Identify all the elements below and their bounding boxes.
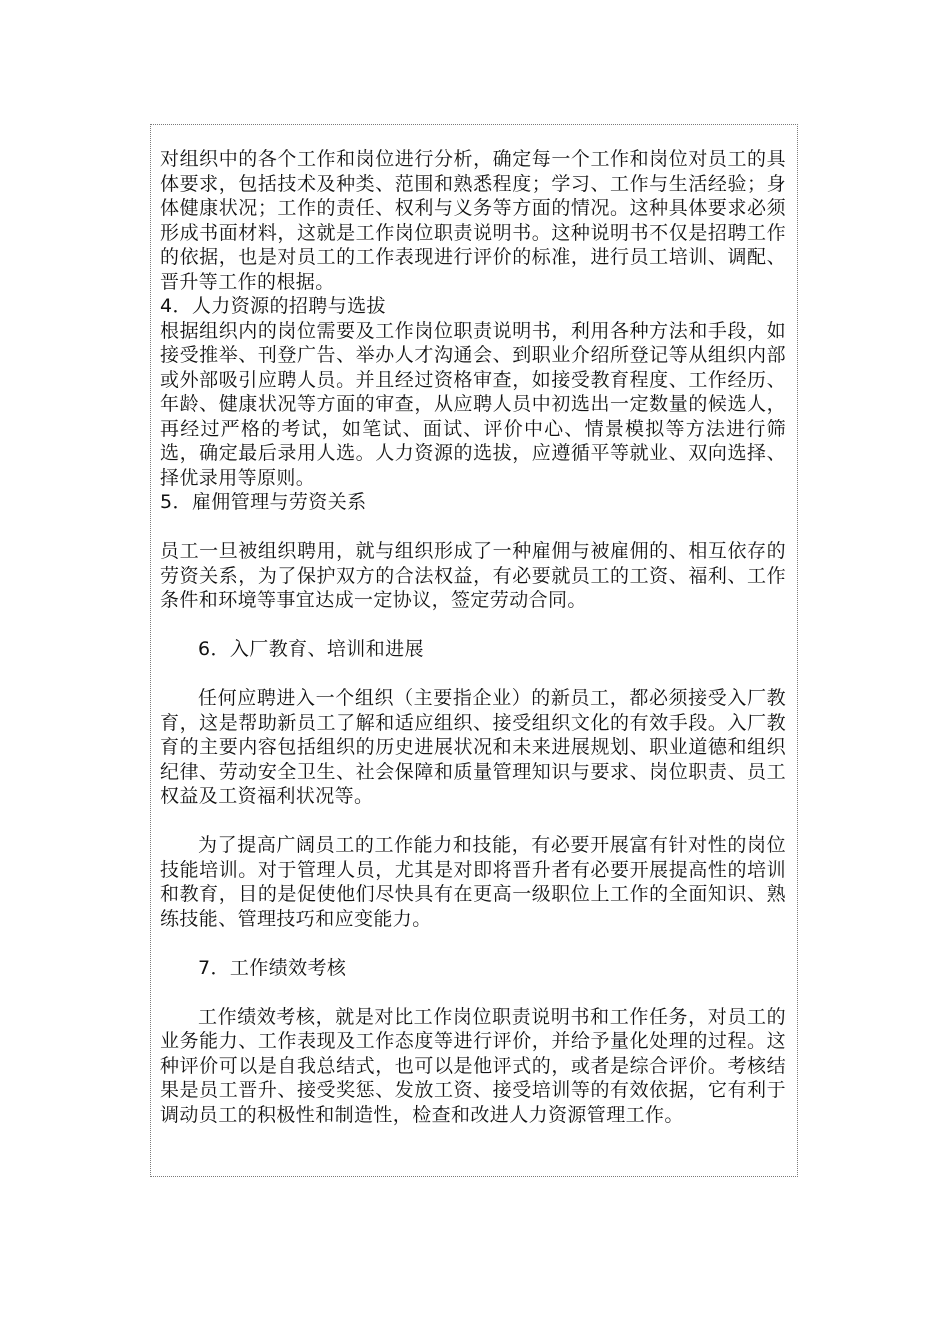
document-body — [160, 147, 786, 1127]
heading-employment: 5．雇佣管理与劳资关系 — [160, 491, 367, 513]
spacer — [160, 515, 786, 540]
heading-training: 6．入厂教育、培训和进展 — [198, 638, 424, 660]
heading-recruitment: 4．人力资源的招聘与选拔 — [160, 295, 386, 317]
paragraph-orientation: 任何应聘进入一个组织（主要指企业）的新员工，都必须接受入厂教育，这是帮助新员工了解和适应组织、接受组织文化的有效手段。入厂教育的主要内容包括组织的历史进展状况和未来进展规划、职业道德和组织纪律、劳动安全卫生、社会保障和质量管理知识与要求、岗位职责、员工权益及工资福利状况等。 — [160, 687, 786, 807]
heading-performance: 7．工作绩效考核 — [198, 956, 347, 979]
spacer — [160, 613, 786, 638]
paragraph-recruitment: 根据组织内的岗位需要及工作岗位职责说明书，利用各种方法和手段，如接受推举、刊登广告、举办人才沟通会、到职业介绍所登记等从组织内部或外部吸引应聘人员。并且经过资格审查，如接受教育程度、工作经历、年龄、健康状况等方面的审查，从应聘人员中初选出一定数量的候选人，再经过严格的考试，如笔试、面试、评价中心、情景模拟等方法进行筛选，确定最后录用人选。人力资源的选拔，应遵循平等就业、双向选择、择优录用等原则。 — [160, 319, 786, 489]
paragraph-skill-training: 为了提高广阔员工的工作能力和技能，有必要开展富有针对性的岗位技能培训。对于管理人员，尤其是对即将晋升者有必要开展提高性的培训和教育，目的是促使他们尽快具有在更高一级职位上工作的全面知识、熟练技能、管理技巧和应变能力。 — [160, 834, 786, 930]
paragraph-performance: 工作绩效考核，就是对比工作岗位职责说明书和工作任务，对员工的业务能力、工作表现及工作态度等进行评价，并给予量化处理的过程。这种评价可以是自我总结式，也可以是他评式的，或者是综合评价。考核结果是员工晋升、接受奖惩、发放工资、接受培训等的有效依据，它有利于调动员工的积极性和制造性，检查和改进人力资源管理工作。 — [160, 1005, 786, 1126]
text-frame — [150, 124, 798, 1177]
spacer — [160, 662, 786, 687]
paragraph-job-analysis: 对组织中的各个工作和岗位进行分析，确定每一个工作和岗位对员工的具体要求，包括技术及种类、范围和熟悉程度；学习、工作与生活经验；身体健康状况；工作的责任、权利与义务等方面的情况。这种具体要求必须形成书面材料，这就是工作岗位职责说明书。这种说明书不仅是招聘工作的依据，也是对员工的工作表现进行评价的标准，进行员工培训、调配、晋升等工作的根据。 — [160, 148, 786, 293]
paragraph-employment: 员工一旦被组织聘用，就与组织形成了一种雇佣与被雇佣的、相互依存的劳资关系，为了保护双方的合法权益，有必要就员工的工资、福利、工作条件和环境等事宜达成一定协议，签定劳动合同。 — [160, 540, 786, 611]
spacer — [160, 980, 786, 1005]
spacer — [160, 809, 786, 834]
spacer — [160, 931, 786, 956]
